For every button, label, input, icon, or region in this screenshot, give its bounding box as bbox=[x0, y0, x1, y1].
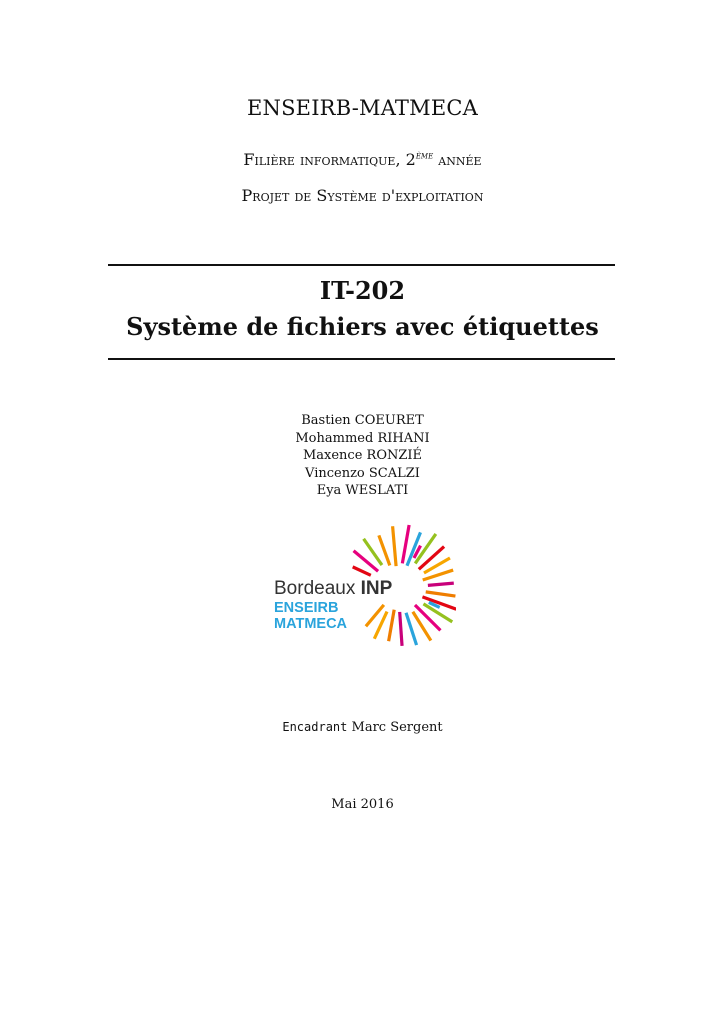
document-title: Système de fichiers avec étiquettes bbox=[126, 312, 599, 341]
logo-stroke bbox=[428, 583, 454, 585]
supervisor-label: Encadrant bbox=[282, 720, 348, 734]
filiere-line bbox=[0, 150, 725, 169]
supervisor-name: Marc Sergent bbox=[351, 720, 443, 735]
logo-stroke bbox=[402, 525, 409, 563]
filiere-superscript: ème bbox=[415, 150, 434, 162]
bordeaux-inp-logo bbox=[270, 518, 456, 648]
author-list bbox=[0, 412, 725, 500]
bottom-rule bbox=[108, 358, 615, 360]
logo-stroke bbox=[415, 605, 440, 630]
logo-stroke bbox=[353, 567, 371, 575]
logo-stroke bbox=[419, 547, 444, 570]
logo-stroke bbox=[426, 592, 456, 596]
filiere-suffix: année bbox=[438, 150, 482, 169]
logo-inp: INP bbox=[360, 578, 393, 599]
author-name: Eya WESLATI bbox=[316, 483, 409, 498]
logo-stroke bbox=[400, 612, 402, 646]
author-name: Mohammed RIHANI bbox=[295, 430, 430, 446]
top-rule bbox=[108, 264, 615, 266]
logo-stroke bbox=[393, 526, 396, 566]
author-name: Bastien COEURET bbox=[301, 413, 424, 428]
school-name: ENSEIRB-MATMECA bbox=[246, 96, 479, 120]
author-name: Maxence RONZIÉ bbox=[302, 448, 423, 463]
logo-bordeaux: Bordeaux bbox=[274, 578, 356, 599]
document-date: Mai 2016 bbox=[331, 797, 394, 812]
filiere-prefix: Filière informatique, 2 bbox=[243, 150, 416, 169]
project-line: Projet de Système d'exploitation bbox=[241, 186, 484, 205]
logo-enseirb: ENSEIRB bbox=[274, 600, 339, 616]
svg-text:Bordeaux INP bbox=[274, 578, 393, 599]
course-code: IT-202 bbox=[319, 276, 406, 305]
author-name: Vincenzo SCALZI bbox=[305, 465, 420, 481]
supervisor-line bbox=[0, 720, 725, 735]
logo-matmeca: MATMECA bbox=[274, 616, 348, 632]
logo-stroke bbox=[389, 610, 395, 642]
